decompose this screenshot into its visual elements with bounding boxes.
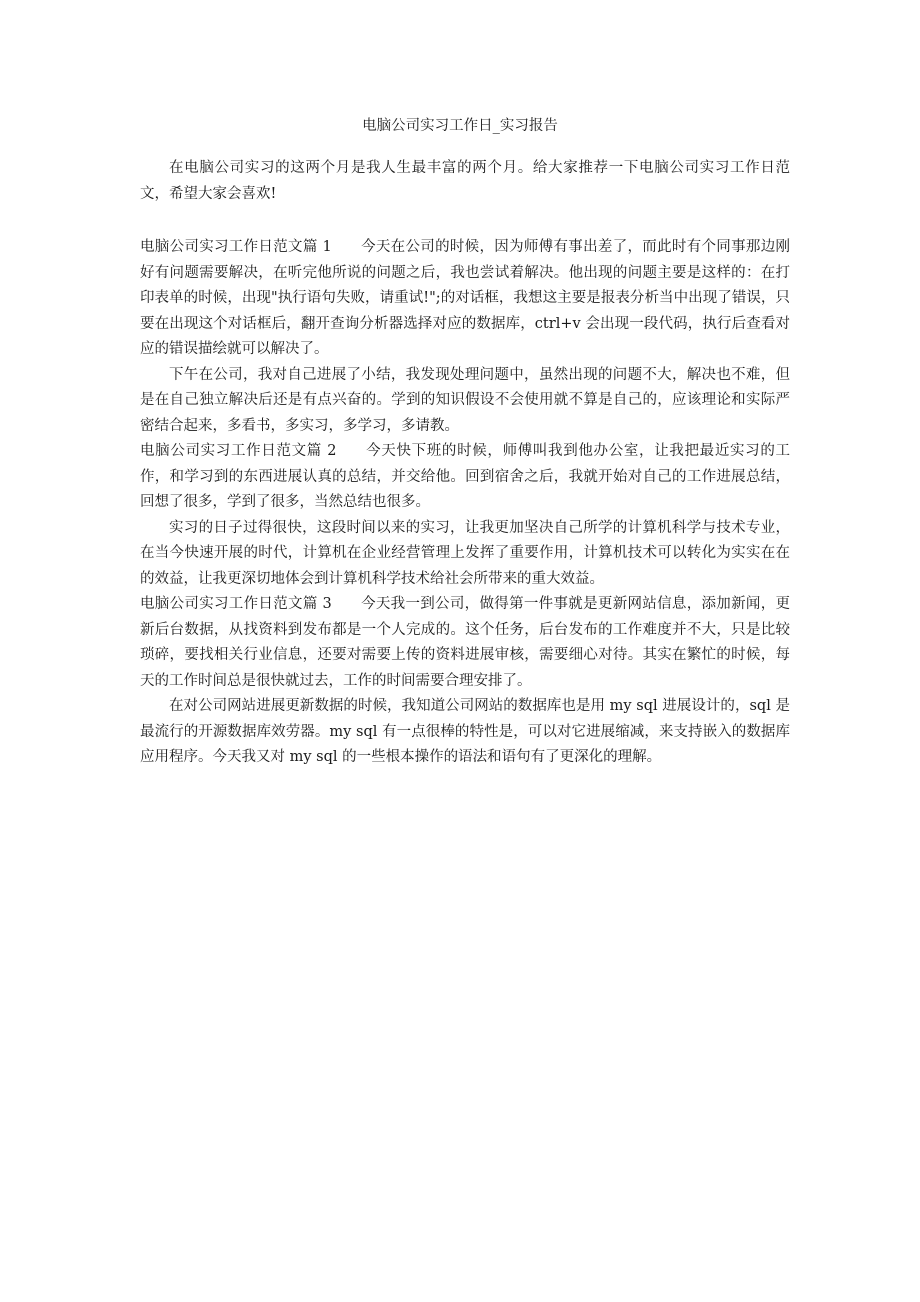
section-1-lead-text: 今天在公司的时候，因为师傅有事出差了，而此时有个同事那边刚好有问题需要解决，在听完他所说的问题之后，我也尝试着解决。他出现的问题主要是这样的：在打印表单的时候，出现"执行语句失败，请重试!";的对话框，我想这主要是报表分析当中出现了错误，只要在出现这个对话框后，翻开查询分析器选择对应的数据库，ctrl+v 会出现一段代码，执行后查看对应的错误描绘就可以解决了。 xyxy=(140,239,791,357)
section-1-follow-paragraph: 下午在公司，我对自己进展了小结，我发现处理问题中，虽然出现的问题不大，解决也不难，但是在自己独立解决后还是有点兴奋的。学到的知识假设不会使用就不算是自己的，应该理论和实际严密结合起来，多看书，多实习，多学习，多请教。 xyxy=(140,366,790,434)
section-1-heading: 电脑公司实习工作日范文篇 1 xyxy=(140,239,332,255)
intro-paragraph: 在电脑公司实习的这两个月是我人生最丰富的两个月。给大家推荐一下电脑公司实习工作日范文，希望大家会喜欢! xyxy=(140,160,790,202)
section-2-follow-paragraph: 实习的日子过得很快，这段时间以来的实习，让我更加坚决自己所学的计算机科学与技术专业，在当今快速开展的时代，计算机在企业经营管理上发挥了重要作用，计算机技术可以转化为实实在在的效益，让我更深切地体会到计算机科学技术给社会所带来的重大效益。 xyxy=(140,519,790,587)
document-title: 电脑公司实习工作日_实习报告 xyxy=(362,118,558,134)
section-2-lead-text: 今天快下班的时候，师傅叫我到他办公室，让我把最近实习的工作，和学习到的东西进展认真的总结，并交给他。回到宿舍之后，我就开始对自己的工作进展总结，回想了很多，学到了很多，当然总结也很多。 xyxy=(140,443,790,510)
section-2-lead-paragraph xyxy=(140,439,790,516)
section-2-heading: 电脑公司实习工作日范文篇 2 xyxy=(140,443,337,459)
document-body xyxy=(140,156,790,771)
section-3-lead-paragraph xyxy=(140,592,790,694)
section-3-follow-paragraph: 在对公司网站进展更新数据的时候，我知道公司网站的数据库也是用 my sql 进展设计的，sql 是最流行的开源数据库效劳器。my sql 有一点很棒的特性是，可以对它进展缩减，来支持嵌入的数据库应用程序。今天我又对 my sql 的一些根本操作的语法和语句有了更深化的理解。 xyxy=(140,698,790,765)
section-1-lead-paragraph xyxy=(140,235,790,363)
section-3-heading: 电脑公司实习工作日范文篇 3 xyxy=(140,596,332,612)
section-3-lead-text: 今天我一到公司，做得第一件事就是更新网站信息，添加新闻，更新后台数据，从找资料到发布都是一个人完成的。这个任务，后台发布的工作难度并不大，只是比较琐碎，要找相关行业信息，还要对需要上传的资料进展审核，需要细心对待。其实在繁忙的时候，每天的工作时间总是很快就过去，工作的时间需要合理安排了。 xyxy=(140,596,791,689)
